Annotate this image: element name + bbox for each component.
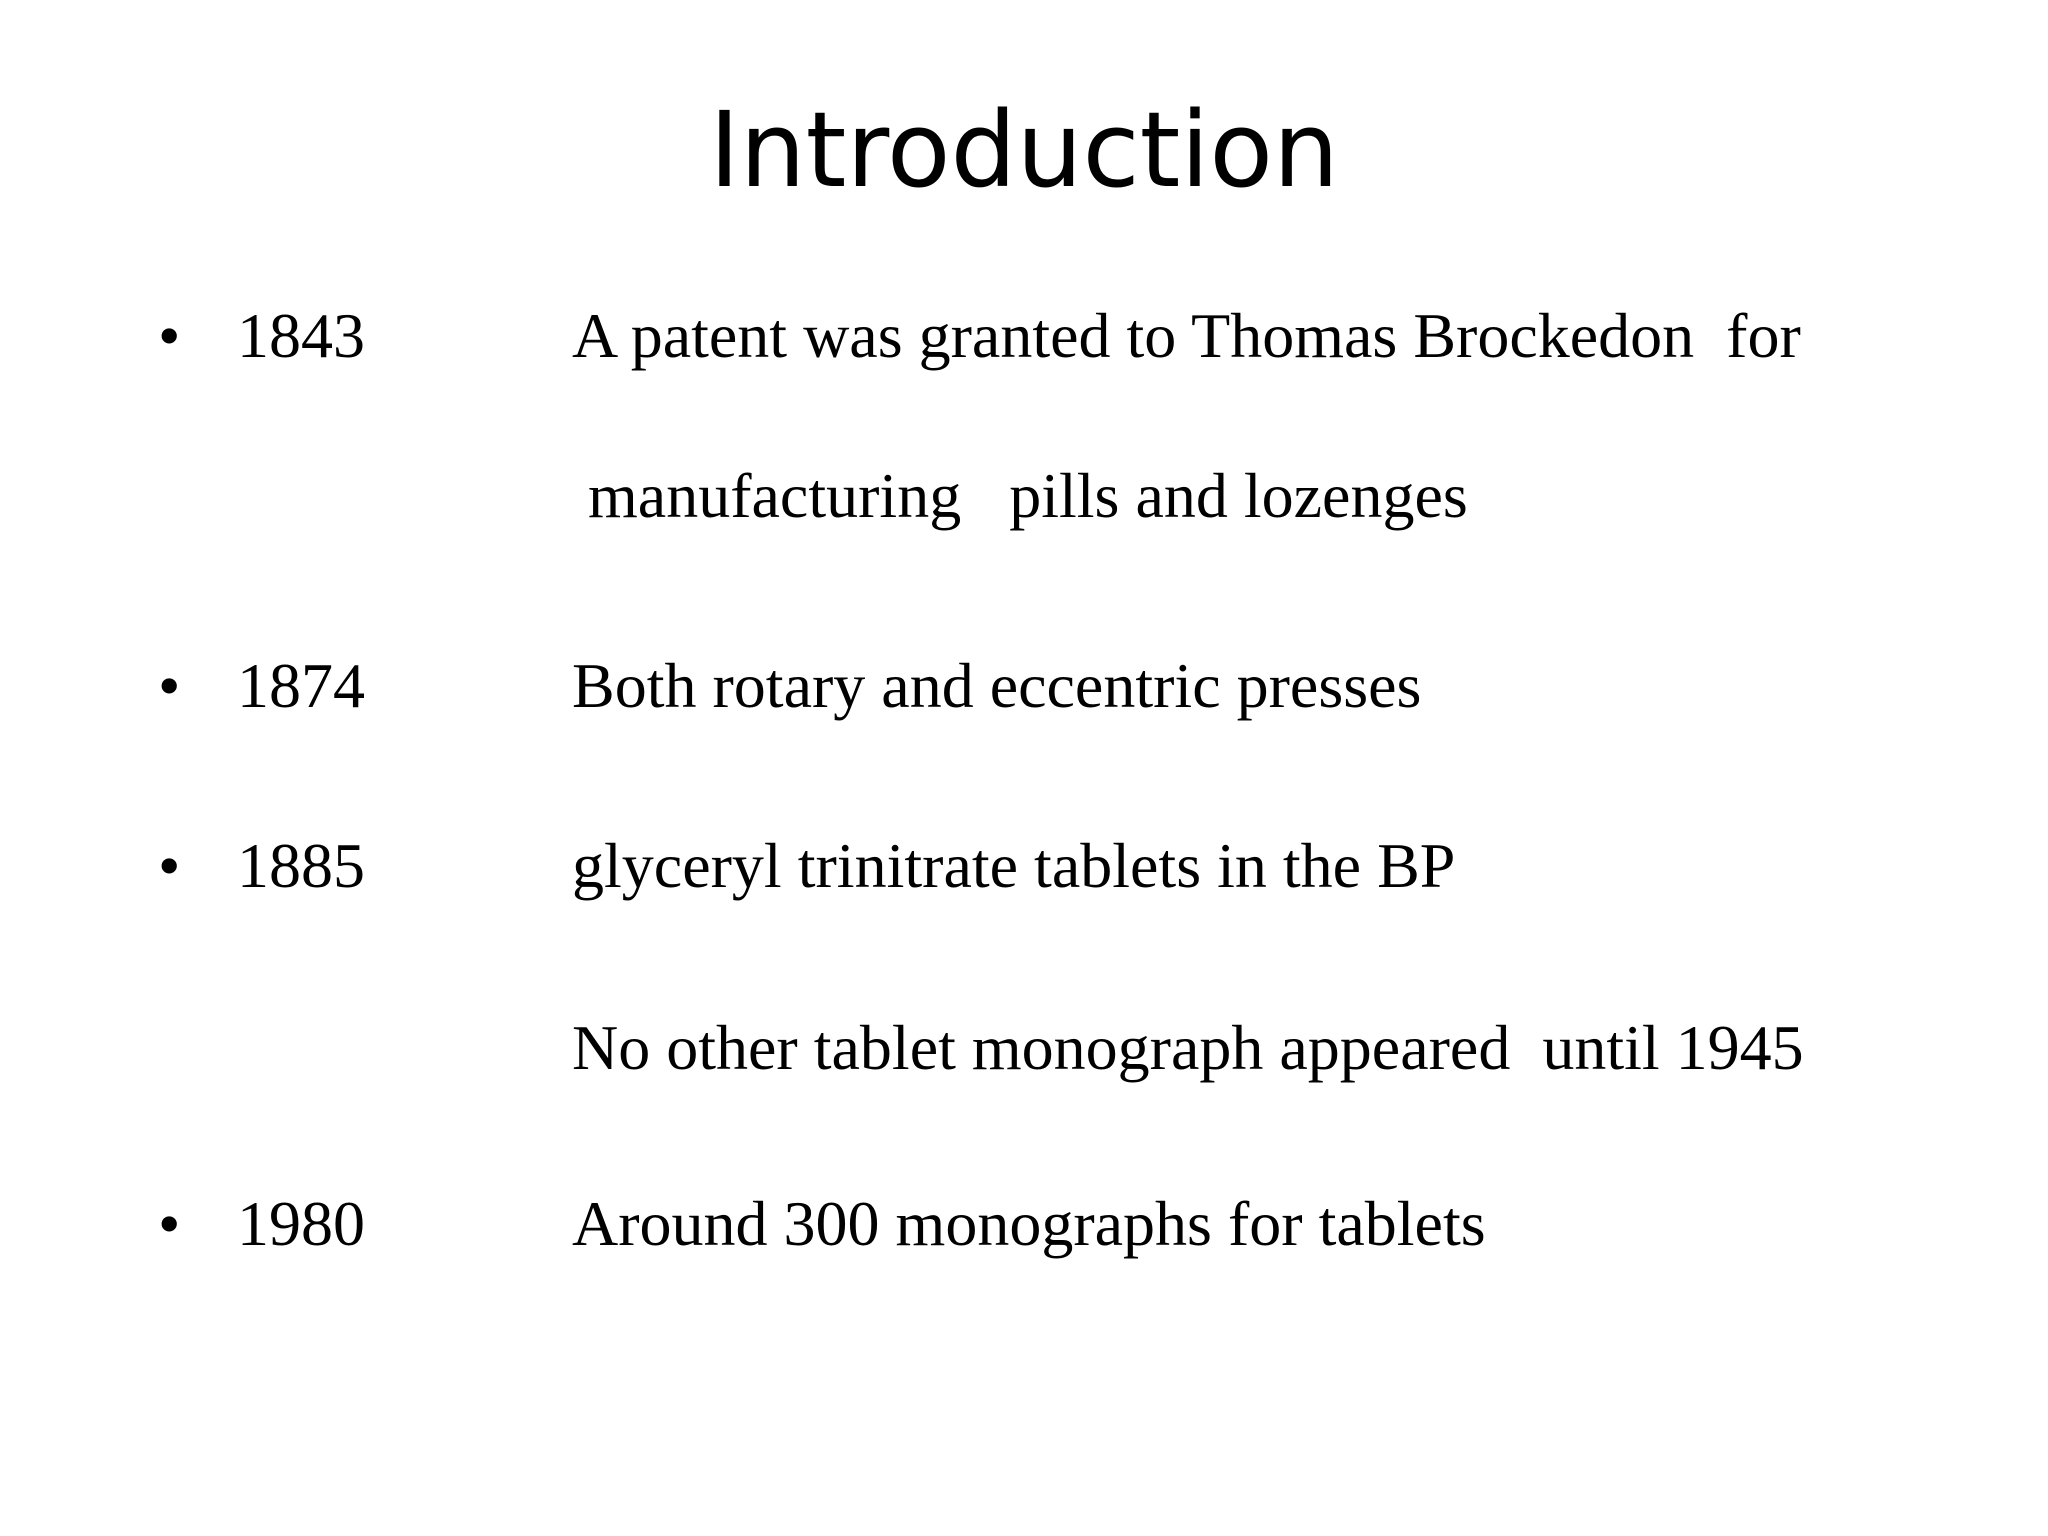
entry-text-1843-line1: A patent was granted to Thomas Brockedon for	[572, 300, 1801, 371]
entry-year-1843: 1843	[237, 300, 365, 371]
entry-text-1885-line1: glyceryl trinitrate tablets in the BP	[572, 830, 1456, 901]
entry-year-1980: 1980	[237, 1188, 365, 1259]
bullet-marker: •	[158, 1188, 181, 1259]
entry-year-1874: 1874	[237, 650, 365, 721]
entry-text-1843-line2: manufacturing pills and lozenges	[588, 460, 1468, 531]
entry-year-1885: 1885	[237, 830, 365, 901]
entry-text-1980-line1: Around 300 monographs for tablets	[572, 1188, 1486, 1259]
entry-text-1874-line1: Both rotary and eccentric presses	[572, 650, 1422, 721]
bullet-marker: •	[158, 830, 181, 901]
entry-text-1885-line2: No other tablet monograph appeared until 1945	[572, 1012, 1804, 1083]
bullet-marker: •	[158, 300, 181, 371]
slide-title: Introduction	[709, 89, 1339, 211]
bullet-marker: •	[158, 650, 181, 721]
